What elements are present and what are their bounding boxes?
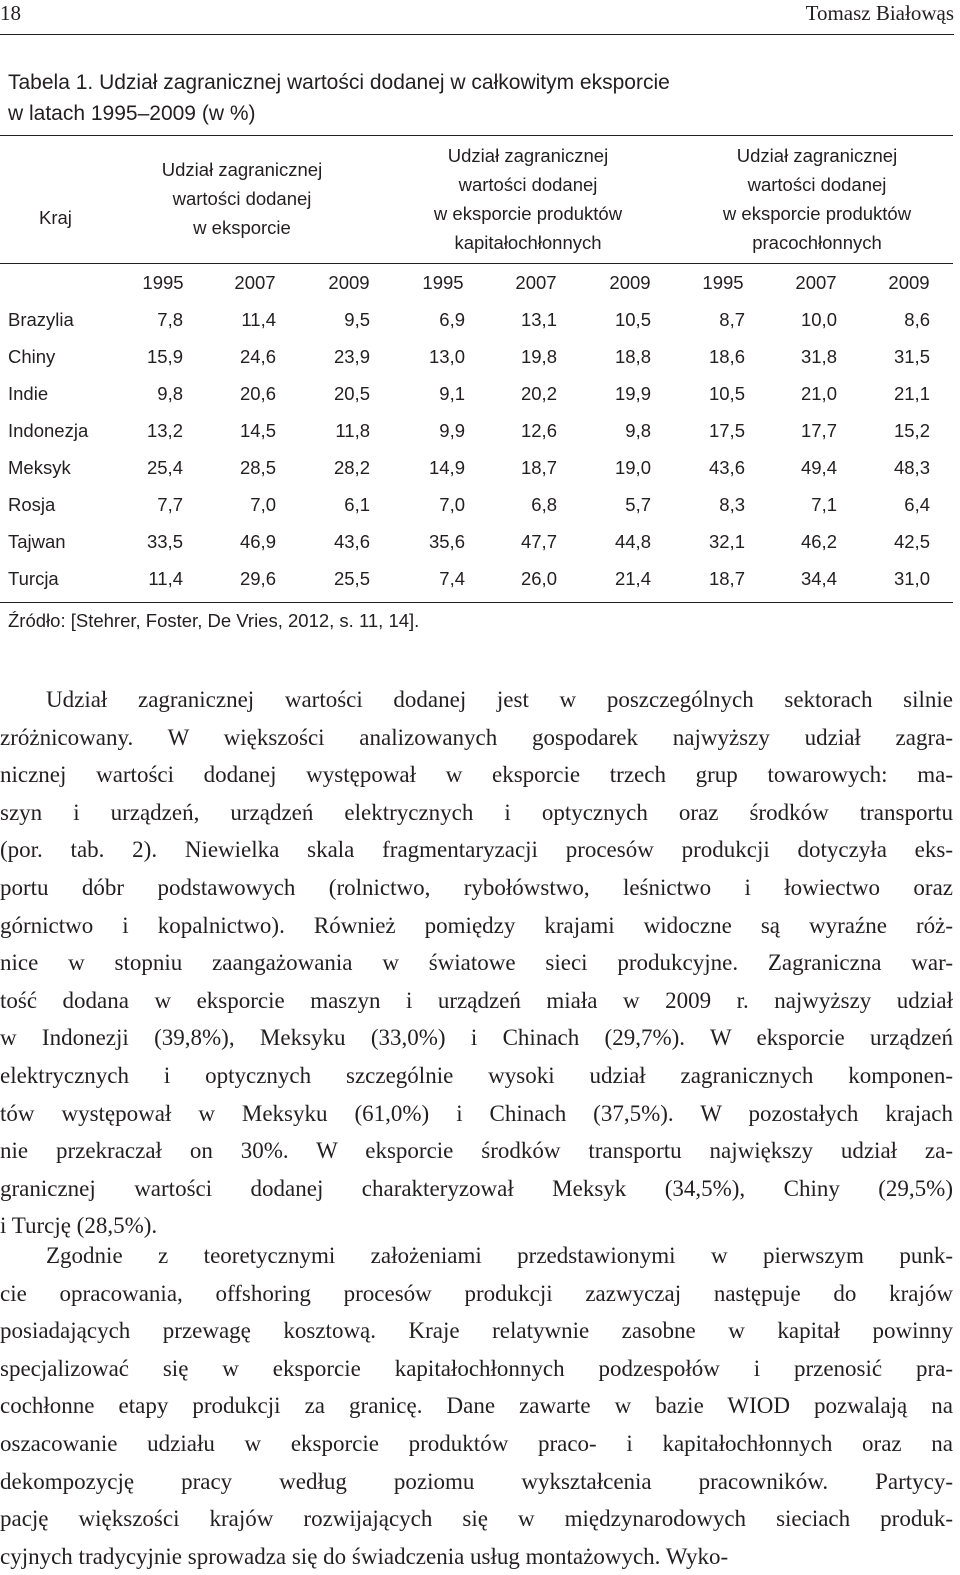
- value-cell: 18,8: [614, 346, 651, 367]
- caption-line: Tabela 1. Udział zagranicznej wartości dodanej w całkowitym eksporcie: [8, 71, 670, 94]
- value-cell: 29,6: [239, 568, 276, 589]
- value-cell: 13,2: [146, 420, 183, 441]
- value-cell: 46,9: [239, 531, 276, 552]
- value-cell: 31,0: [893, 568, 930, 589]
- value-cell: 43,6: [708, 457, 745, 478]
- paragraph-line: tość dodana w eksporcie maszyn i urządzeń miała w 2009 r. najwyższy udział: [0, 987, 953, 1013]
- value-cell: 10,0: [800, 309, 837, 330]
- value-cell: 19,8: [520, 346, 557, 367]
- group-header-line: wartości dodanej: [172, 188, 312, 209]
- country-cell: Chiny: [8, 346, 56, 367]
- value-cell: 17,7: [800, 420, 837, 441]
- country-cell: Brazylia: [8, 309, 74, 330]
- country-cell: Rosja: [8, 494, 56, 515]
- table-bottom-rule: [0, 602, 953, 603]
- value-cell: 9,8: [625, 420, 651, 441]
- value-cell: 20,6: [239, 383, 276, 404]
- group-header-line: w eksporcie: [193, 217, 291, 238]
- value-cell: 11,8: [335, 420, 370, 441]
- value-cell: 6,8: [531, 494, 557, 515]
- table-row: [0, 302, 953, 339]
- table-top-rule: [0, 135, 953, 136]
- value-cell: 18,6: [708, 346, 745, 367]
- value-cell: 8,7: [719, 309, 745, 330]
- value-cell: 28,2: [333, 457, 370, 478]
- value-cell: 49,4: [800, 457, 837, 478]
- group-header-line: Udział zagranicznej: [736, 145, 898, 166]
- value-cell: 7,1: [811, 494, 837, 515]
- running-head-author: Tomasz Białowąs: [805, 1, 954, 25]
- value-cell: 9,8: [157, 383, 183, 404]
- paragraph-line: nice w stopniu zaangażowania w światowe sieci produkcyjne. Zagraniczna war-: [0, 950, 953, 976]
- value-cell: 12,6: [520, 420, 557, 441]
- paragraph-line: specjalizować się w eksporcie kapitałochłonnych podzespołów i przenosić pra-: [0, 1355, 953, 1381]
- year-header: 1995: [702, 272, 744, 293]
- value-cell: 19,9: [614, 383, 651, 404]
- value-cell: 7,0: [250, 494, 276, 515]
- paragraph-line: elektrycznych i optycznych szczególnie wysoki udział zagranicznych komponen-: [0, 1062, 953, 1088]
- value-cell: 5,7: [625, 494, 651, 515]
- value-cell: 14,9: [428, 457, 465, 478]
- value-cell: 20,2: [520, 383, 557, 404]
- table-row: [0, 376, 953, 413]
- year-header: 2009: [609, 272, 651, 293]
- table-source: Źródło: [Stehrer, Foster, De Vries, 2012, s. 11, 14].: [8, 610, 420, 631]
- value-cell: 6,9: [439, 309, 465, 330]
- value-cell: 10,5: [708, 383, 745, 404]
- value-cell: 21,4: [614, 568, 651, 589]
- value-cell: 6,4: [904, 494, 930, 515]
- paragraph-line: oszacowanie udziału w eksporcie produktów praco- i kapitałochłonnych oraz na: [0, 1430, 953, 1456]
- value-cell: 25,4: [146, 457, 183, 478]
- paragraph-line: tów występował w Meksyku (61,0%) i Chinach (37,5%). W pozostałych krajach: [0, 1100, 953, 1126]
- table-row: [0, 450, 953, 487]
- value-cell: 23,9: [333, 346, 370, 367]
- table-row: [0, 487, 953, 524]
- country-cell: Indonezja: [8, 420, 89, 441]
- country-column-header: Kraj: [39, 207, 72, 228]
- value-cell: 7,7: [157, 494, 183, 515]
- table-row: [0, 561, 953, 598]
- value-cell: 11,4: [148, 568, 183, 589]
- value-cell: 20,5: [333, 383, 370, 404]
- year-header: 2007: [515, 272, 557, 293]
- value-cell: 7,4: [439, 568, 465, 589]
- value-cell: 10,5: [614, 309, 651, 330]
- year-header: 1995: [142, 272, 184, 293]
- group-header-total: [132, 155, 352, 242]
- year-header: 2007: [234, 272, 276, 293]
- group-header-line: w eksporcie produktów: [433, 203, 623, 224]
- group-header-line: wartości dodanej: [747, 174, 887, 195]
- paragraph-line: nicznej wartości dodanej występował w eksporcie trzech grup towarowych: ma-: [0, 762, 953, 788]
- value-cell: 34,4: [800, 568, 837, 589]
- value-cell: 7,8: [157, 309, 183, 330]
- value-cell: 8,6: [904, 309, 930, 330]
- paragraph-line: i Turcję (28,5%).: [0, 1213, 158, 1239]
- value-cell: 15,2: [893, 420, 930, 441]
- paragraph-line: szyn i urządzeń, urządzeń elektrycznych i optycznych oraz środków transportu: [0, 799, 953, 825]
- group-header-line: kapitałochłonnych: [454, 232, 602, 253]
- value-cell: 9,9: [439, 420, 465, 441]
- value-cell: 14,5: [239, 420, 276, 441]
- group-header-line: w eksporcie produktów: [722, 203, 912, 224]
- country-cell: Indie: [8, 383, 49, 404]
- paragraph-line: pację większości krajów rozwijających się w międzynarodowych sieciach produk-: [0, 1506, 953, 1532]
- paragraph-line: górnictwo i kopalnictwo). Również pomiędzy krajami widoczne są wyraźne róż-: [0, 912, 953, 938]
- running-head: [0, 0, 954, 35]
- paragraph-line: zróżnicowany. W większości analizowanych gospodarek najwyższy udział zagra-: [0, 724, 953, 750]
- body-paragraph-1: [0, 681, 953, 1245]
- group-header-line: wartości dodanej: [458, 174, 598, 195]
- page-number: 18: [0, 1, 21, 25]
- value-cell: 24,6: [239, 346, 276, 367]
- value-cell: 26,0: [520, 568, 557, 589]
- value-cell: 46,2: [800, 531, 837, 552]
- body-paragraph-2: [0, 1237, 953, 1575]
- value-cell: 35,6: [428, 531, 465, 552]
- table-header-rule: [0, 263, 953, 264]
- value-cell: 31,5: [893, 346, 930, 367]
- country-cell: Turcja: [8, 568, 59, 589]
- value-cell: 13,0: [428, 346, 465, 367]
- country-cell: Meksyk: [8, 457, 71, 478]
- year-header: 2007: [795, 272, 837, 293]
- year-header: 2009: [328, 272, 370, 293]
- value-cell: 18,7: [520, 457, 557, 478]
- paragraph-line: w Indonezji (39,8%), Meksyku (33,0%) i Chinach (29,7%). W eksporcie urządzeń: [0, 1025, 953, 1051]
- paragraph-line: posiadających przewagę kosztową. Kraje relatywnie zasobne w kapitał powinny: [0, 1318, 953, 1344]
- value-cell: 18,7: [708, 568, 745, 589]
- group-header-line: Udział zagranicznej: [447, 145, 609, 166]
- value-cell: 6,1: [344, 494, 370, 515]
- value-cell: 25,5: [333, 568, 370, 589]
- value-cell: 7,0: [439, 494, 465, 515]
- year-header-row: [0, 266, 953, 296]
- table-row: [0, 339, 953, 376]
- year-header: 1995: [422, 272, 464, 293]
- value-cell: 47,7: [520, 531, 557, 552]
- group-header-capital-intensive: [412, 141, 644, 257]
- value-cell: 33,5: [146, 531, 183, 552]
- value-cell: 32,1: [708, 531, 745, 552]
- paragraph-line: Zgodnie z teoretycznymi założeniami przedstawionymi w pierwszym punk-: [46, 1243, 953, 1268]
- value-cell: 21,1: [893, 383, 930, 404]
- group-header-labour-intensive: [701, 141, 933, 257]
- value-cell: 19,0: [614, 457, 651, 478]
- value-cell: 13,1: [520, 309, 557, 330]
- value-cell: 9,5: [344, 309, 370, 330]
- paragraph-line: cie opracowania, offshoring procesów produkcji zazwyczaj następuje do krajów: [0, 1280, 953, 1306]
- value-cell: 43,6: [333, 531, 370, 552]
- table-row: [0, 413, 953, 450]
- group-header-line: pracochłonnych: [752, 232, 882, 253]
- year-header: 2009: [888, 272, 930, 293]
- paragraph-line: cochłonne etapy produkcji za granicę. Dane zawarte w bazie WIOD pozwalają na: [0, 1393, 953, 1419]
- value-cell: 15,9: [146, 346, 183, 367]
- paragraph-line: portu dóbr podstawowych (rolnictwo, rybołówstwo, leśnictwo i łowiectwo oraz: [0, 874, 953, 900]
- value-cell: 31,8: [800, 346, 837, 367]
- value-cell: 11,4: [241, 309, 276, 330]
- paragraph-line: granicznej wartości dodanej charakteryzował Meksyk (34,5%), Chiny (29,5%): [0, 1175, 953, 1201]
- paragraph-line: cyjnych tradycyjnie sprowadza się do świadczenia usług montażowych. Wyko-: [0, 1543, 729, 1569]
- value-cell: 44,8: [614, 531, 651, 552]
- caption-line: w latach 1995–2009 (w %): [8, 102, 256, 125]
- value-cell: 21,0: [800, 383, 837, 404]
- value-cell: 9,1: [439, 383, 465, 404]
- group-header-line: Udział zagranicznej: [161, 159, 323, 180]
- paragraph-line: nie przekraczał on 30%. W eksporcie środków transportu największy udział za-: [0, 1138, 953, 1164]
- table-caption: [8, 67, 938, 129]
- paragraph-line: (por. tab. 2). Niewielka skala fragmentaryzacji procesów produkcji dotyczyła eks-: [0, 837, 953, 863]
- value-cell: 42,5: [893, 531, 930, 552]
- paragraph-line: dekompozycję pracy według poziomu wykształcenia pracowników. Partycy-: [0, 1468, 953, 1494]
- value-cell: 8,3: [719, 494, 745, 515]
- value-cell: 48,3: [893, 457, 930, 478]
- country-cell: Tajwan: [8, 531, 66, 552]
- value-cell: 28,5: [239, 457, 276, 478]
- table-row: [0, 524, 953, 561]
- value-cell: 17,5: [708, 420, 745, 441]
- paragraph-line: Udział zagranicznej wartości dodanej jest w poszczególnych sektorach silnie: [46, 687, 953, 712]
